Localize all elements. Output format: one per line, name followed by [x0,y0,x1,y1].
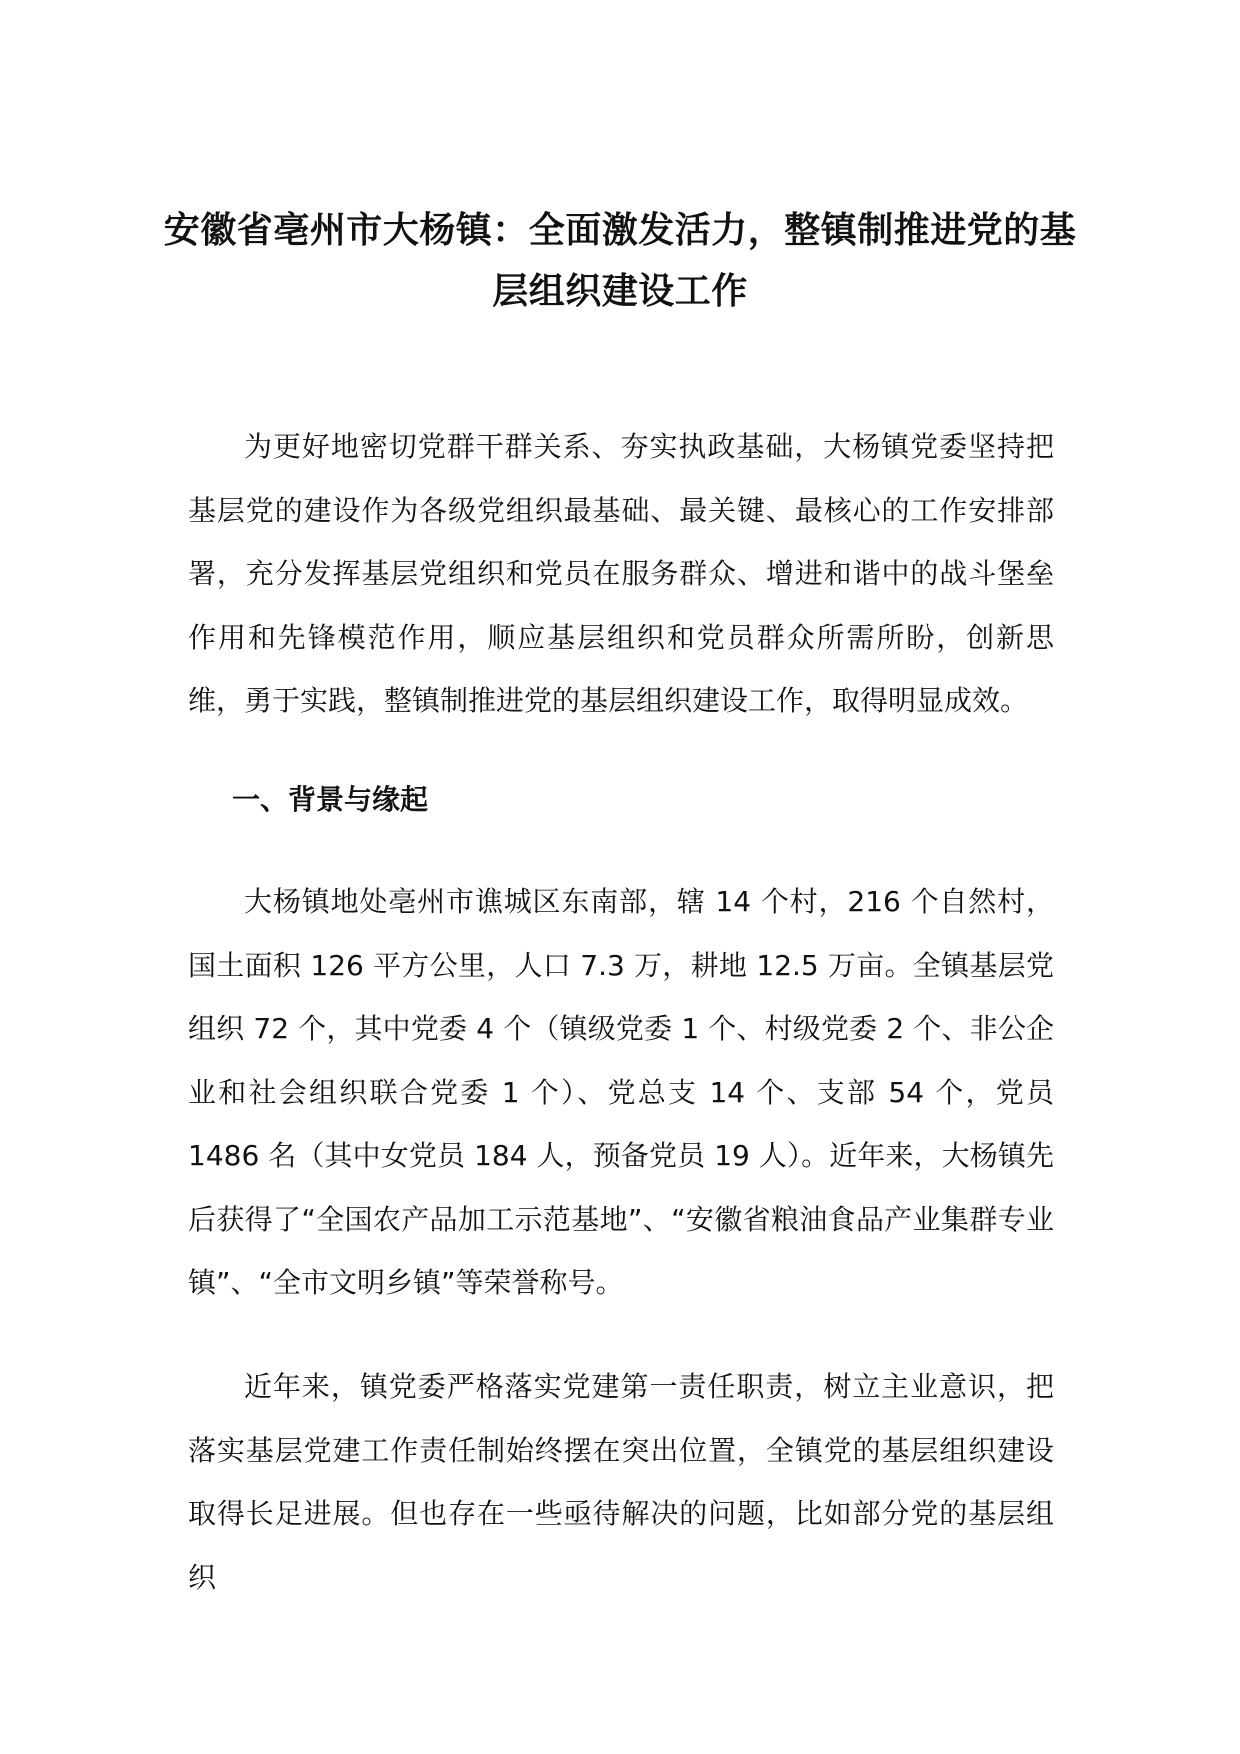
document-title: 安徽省亳州市大杨镇：全面激发活力，整镇制推进党的基层组织建设工作 [163,210,1077,312]
recent-paragraph: 近年来，镇党委严格落实党建第一责任职责，树立主业意识，把落实基层党建工作责任制始终摆在突出位置，全镇党的基层组织建设取得长足进展。但也存在一些亟待解决的问题，比如部分党的基层组织 [188,1370,1054,1594]
background-paragraph: 大杨镇地处亳州市谯城区东南部，辖 14 个村，216 个自然村，国土面积 126 平方公里，人口 7.3 万，耕地 12.5 万亩。全镇基层党组织 72 个，其中党委 4 个（镇级党委 1 个、村级党委 2 个、非公企业和社会组织联合党委 1 个）、党总支 14 个、支部 54 个，党员 1486 名（其中女党员 184 人，预备党员 19 人）。近年来，大杨镇先后获得了“全国农产品加工示范基地”、“安徽省粮油食品产业集群专业镇”、“全市文明乡镇”等荣誉称号。 [188,885,1054,1299]
section-heading-background: 一、背景与缘起 [232,783,429,816]
intro-paragraph: 为更好地密切党群干群关系、夯实执政基础，大杨镇党委坚持把基层党的建设作为各级党组织最基础、最关键、最核心的工作安排部署，充分发挥基层党组织和党员在服务群众、增进和谐中的战斗堡垒作用和先锋模范作用，顺应基层组织和党员群众所需所盼，创新思维，勇于实践，整镇制推进党的基层组织建设工作，取得明显成效。 [188,430,1054,717]
